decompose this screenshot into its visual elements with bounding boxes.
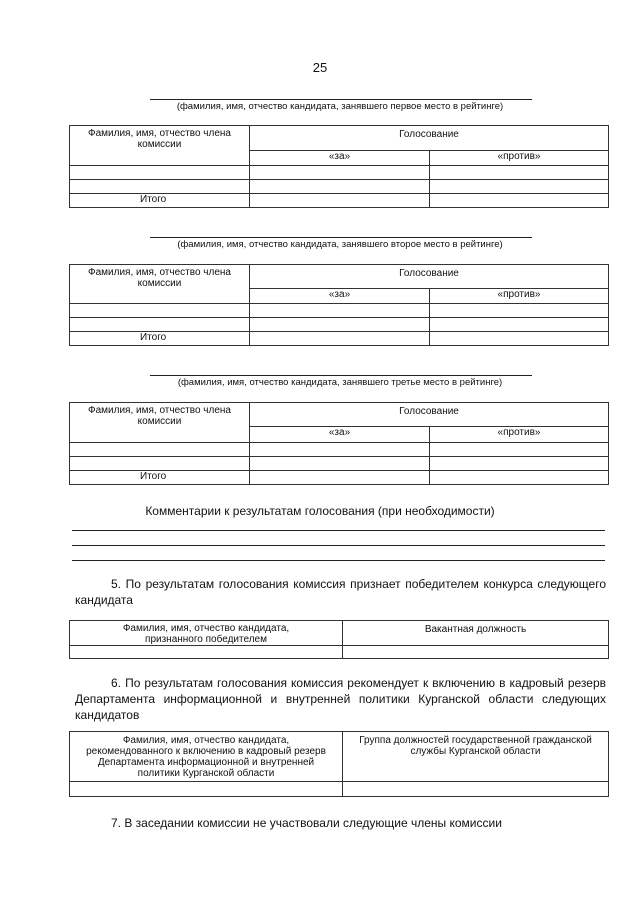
- table-cell[interactable]: [250, 180, 430, 194]
- vote-table-2: [69, 264, 609, 346]
- section-6-text: [75, 675, 606, 723]
- table-cell[interactable]: [70, 304, 250, 318]
- candidate-1-caption: (фамилия, имя, отчество кандидата, занявшего первое место в рейтинге): [176, 101, 504, 112]
- table-cell[interactable]: [430, 332, 609, 346]
- winner-name-header: Фамилия, имя, отчество кандидата, признанного победителем: [70, 621, 343, 646]
- vote-table-1: [69, 125, 609, 208]
- section-7-text: [75, 815, 606, 831]
- total-label: Итого: [70, 471, 250, 485]
- vote-header: Голосование: [250, 265, 609, 289]
- section-6-paragraph: 6. По результатам голосования комиссия рекомендует к включению в кадровый резерв Департамента информационной и внутренней политики Курганской области следующих кандидатов: [75, 676, 606, 722]
- section-5-paragraph: 5. По результатам голосования комиссия признает победителем конкурса следующего кандидата: [75, 577, 606, 607]
- table-cell[interactable]: [430, 443, 609, 457]
- candidate-3-caption: (фамилия, имя, отчество кандидата, занявшего третье место в рейтинге): [177, 377, 503, 388]
- table-cell[interactable]: [430, 180, 609, 194]
- comment-line[interactable]: [72, 530, 605, 531]
- for-header: «за»: [250, 427, 430, 443]
- vacancy-header: Вакантная должность: [343, 621, 609, 646]
- table-cell[interactable]: [250, 194, 430, 208]
- against-header: «против»: [430, 151, 609, 166]
- page-number: 25: [312, 60, 328, 75]
- for-header: «за»: [250, 289, 430, 304]
- table-cell[interactable]: [70, 646, 343, 659]
- name-header: Фамилия, имя, отчество члена комиссии: [70, 126, 250, 166]
- table-cell[interactable]: [250, 332, 430, 346]
- vote-table-3: [69, 402, 609, 485]
- table-cell[interactable]: [70, 457, 250, 471]
- total-label: Итого: [70, 332, 250, 346]
- table-cell[interactable]: [250, 318, 430, 332]
- table-cell[interactable]: [430, 471, 609, 485]
- candidate-2-caption: (фамилия, имя, отчество кандидата, занявшего второе место в рейтинге): [177, 239, 503, 250]
- name-header: Фамилия, имя, отчество члена комиссии: [70, 403, 250, 443]
- table-cell[interactable]: [430, 318, 609, 332]
- table-cell[interactable]: [70, 443, 250, 457]
- table-cell[interactable]: [430, 304, 609, 318]
- comment-line[interactable]: [72, 560, 605, 561]
- table-cell[interactable]: [70, 180, 250, 194]
- against-header: «против»: [430, 289, 609, 304]
- comment-line[interactable]: [72, 545, 605, 546]
- table-cell[interactable]: [343, 782, 609, 797]
- service-group-header: Группа должностей государственной гражданской службы Курганской области: [343, 732, 609, 782]
- table-cell[interactable]: [70, 782, 343, 797]
- reserve-name-header: Фамилия, имя, отчество кандидата, рекомендованного к включению в кадровый резерв Департамента информационной и внутренней политики Курганской области: [70, 732, 343, 782]
- reserve-table: [69, 731, 609, 797]
- vote-header: Голосование: [250, 126, 609, 151]
- name-header: Фамилия, имя, отчество члена комиссии: [70, 265, 250, 304]
- vote-header: Голосование: [250, 403, 609, 427]
- table-cell[interactable]: [343, 646, 609, 659]
- candidate-1-line: [150, 99, 532, 100]
- table-cell[interactable]: [70, 166, 250, 180]
- total-label: Итого: [70, 194, 250, 208]
- candidate-2-line: [150, 237, 532, 238]
- table-cell[interactable]: [70, 318, 250, 332]
- table-cell[interactable]: [430, 166, 609, 180]
- table-cell[interactable]: [250, 166, 430, 180]
- winner-table: [69, 620, 609, 659]
- table-cell[interactable]: [250, 443, 430, 457]
- comments-title: Комментарии к результатам голосования (при необходимости): [145, 504, 495, 518]
- table-cell[interactable]: [250, 471, 430, 485]
- table-cell[interactable]: [250, 304, 430, 318]
- table-cell[interactable]: [430, 194, 609, 208]
- section-7-paragraph: 7. В заседании комиссии не участвовали следующие члены комиссии: [111, 816, 502, 830]
- for-header: «за»: [250, 151, 430, 166]
- section-5-text: [75, 576, 606, 608]
- table-cell[interactable]: [250, 457, 430, 471]
- candidate-3-line: [150, 375, 532, 376]
- table-cell[interactable]: [430, 457, 609, 471]
- against-header: «против»: [430, 427, 609, 443]
